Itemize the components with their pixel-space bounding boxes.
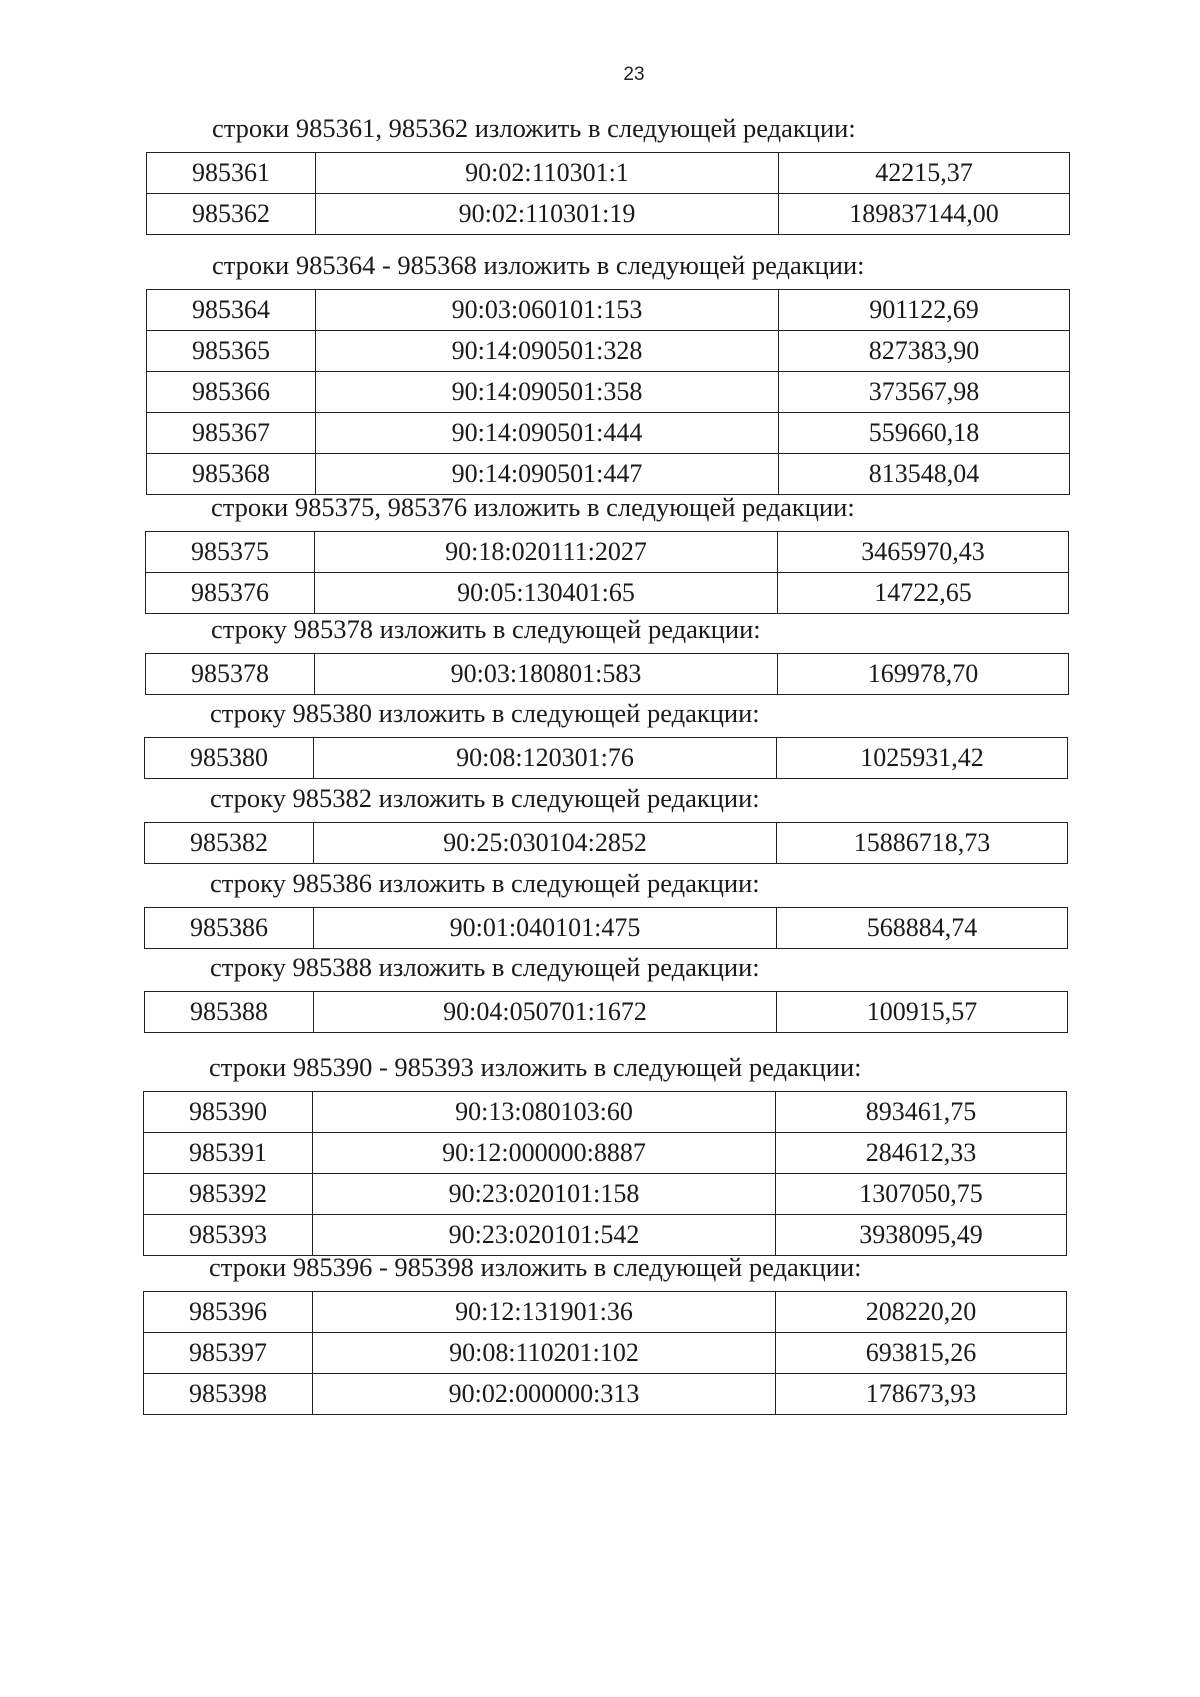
amendment-section (144, 782, 1068, 864)
value-cell: 169978,70 (778, 654, 1069, 695)
row-code-cell: 985362 (147, 194, 316, 235)
row-code-cell: 985364 (147, 290, 316, 331)
value-cell: 1025931,42 (777, 738, 1068, 779)
value-cell: 813548,04 (779, 454, 1070, 495)
amendment-section (146, 112, 1070, 235)
section-heading: строки 985364 - 985368 изложить в следующей редакции: (212, 250, 865, 280)
section-heading: строку 985386 изложить в следующей редакции: (210, 868, 760, 898)
row-code-cell: 985391 (144, 1133, 313, 1174)
amendment-table (143, 1091, 1067, 1256)
table-row (145, 823, 1068, 864)
cadastral-number-cell: 90:02:110301:19 (316, 194, 779, 235)
table-row (146, 654, 1069, 695)
cadastral-number-cell: 90:04:050701:1672 (314, 992, 777, 1033)
section-heading: строку 985378 изложить в следующей редакции: (211, 614, 761, 644)
cadastral-number-cell: 90:03:060101:153 (316, 290, 779, 331)
value-cell: 14722,65 (778, 573, 1069, 614)
table-row (147, 194, 1070, 235)
cadastral-number-cell: 90:02:110301:1 (316, 153, 779, 194)
table-row (146, 573, 1069, 614)
amendment-section (144, 697, 1068, 779)
table-row (144, 1092, 1067, 1133)
value-cell: 1307050,75 (776, 1174, 1067, 1215)
table-row (147, 413, 1070, 454)
row-code-cell: 985388 (145, 992, 314, 1033)
cadastral-number-cell: 90:14:090501:447 (316, 454, 779, 495)
value-cell: 208220,20 (776, 1292, 1067, 1333)
cadastral-number-cell: 90:23:020101:158 (313, 1174, 776, 1215)
table-row (145, 738, 1068, 779)
value-cell: 693815,26 (776, 1333, 1067, 1374)
section-heading: строку 985380 изложить в следующей редакции: (210, 698, 760, 728)
row-code-cell: 985382 (145, 823, 314, 864)
table-row (147, 372, 1070, 413)
amendment-section (144, 951, 1068, 1033)
amendment-table (144, 822, 1068, 864)
page-number: 23 (623, 64, 645, 85)
value-cell: 100915,57 (777, 992, 1068, 1033)
cadastral-number-cell: 90:08:120301:76 (314, 738, 777, 779)
row-code-cell: 985380 (145, 738, 314, 779)
cadastral-number-cell: 90:23:020101:542 (313, 1215, 776, 1256)
amendment-section (145, 613, 1069, 695)
amendment-section (145, 491, 1069, 614)
section-heading: строки 985396 - 985398 изложить в следующей редакции: (209, 1252, 862, 1282)
value-cell: 3938095,49 (776, 1215, 1067, 1256)
row-code-cell: 985361 (147, 153, 316, 194)
cadastral-number-cell: 90:14:090501:444 (316, 413, 779, 454)
amendment-table (146, 152, 1070, 235)
amendment-section (144, 867, 1068, 949)
row-code-cell: 985396 (144, 1292, 313, 1333)
table-row (146, 532, 1069, 573)
amendment-section (143, 1251, 1067, 1415)
row-code-cell: 985378 (146, 654, 315, 695)
table-row (147, 153, 1070, 194)
amendment-table (144, 991, 1068, 1033)
row-code-cell: 985386 (145, 908, 314, 949)
row-code-cell: 985365 (147, 331, 316, 372)
table-row (147, 290, 1070, 331)
row-code-cell: 985393 (144, 1215, 313, 1256)
row-code-cell: 985390 (144, 1092, 313, 1133)
value-cell: 42215,37 (779, 153, 1070, 194)
cadastral-number-cell: 90:02:000000:313 (313, 1374, 776, 1415)
value-cell: 901122,69 (779, 290, 1070, 331)
cadastral-number-cell: 90:01:040101:475 (314, 908, 777, 949)
section-heading: строки 985361, 985362 изложить в следующей редакции: (212, 113, 856, 143)
row-code-cell: 985366 (147, 372, 316, 413)
amendment-table (145, 653, 1069, 695)
table-row (145, 908, 1068, 949)
cadastral-number-cell: 90:14:090501:328 (316, 331, 779, 372)
row-code-cell: 985376 (146, 573, 315, 614)
amendment-table (144, 737, 1068, 779)
value-cell: 827383,90 (779, 331, 1070, 372)
table-row (147, 454, 1070, 495)
amendment-section (143, 1051, 1067, 1256)
row-code-cell: 985375 (146, 532, 315, 573)
value-cell: 189837144,00 (779, 194, 1070, 235)
table-row (145, 992, 1068, 1033)
section-heading: строку 985388 изложить в следующей редакции: (210, 952, 760, 982)
value-cell: 893461,75 (776, 1092, 1067, 1133)
row-code-cell: 985398 (144, 1374, 313, 1415)
section-heading: строку 985382 изложить в следующей редакции: (210, 783, 760, 813)
amendment-table (144, 907, 1068, 949)
table-row (144, 1333, 1067, 1374)
amendment-table (145, 531, 1069, 614)
row-code-cell: 985368 (147, 454, 316, 495)
cadastral-number-cell: 90:25:030104:2852 (314, 823, 777, 864)
amendment-table (146, 289, 1070, 495)
cadastral-number-cell: 90:08:110201:102 (313, 1333, 776, 1374)
value-cell: 178673,93 (776, 1374, 1067, 1415)
section-heading: строки 985375, 985376 изложить в следующей редакции: (211, 492, 855, 522)
cadastral-number-cell: 90:14:090501:358 (316, 372, 779, 413)
table-row (147, 331, 1070, 372)
value-cell: 568884,74 (777, 908, 1068, 949)
value-cell: 3465970,43 (778, 532, 1069, 573)
cadastral-number-cell: 90:03:180801:583 (315, 654, 778, 695)
cadastral-number-cell: 90:13:080103:60 (313, 1092, 776, 1133)
value-cell: 15886718,73 (777, 823, 1068, 864)
cadastral-number-cell: 90:12:000000:8887 (313, 1133, 776, 1174)
table-row (144, 1133, 1067, 1174)
row-code-cell: 985397 (144, 1333, 313, 1374)
table-row (144, 1292, 1067, 1333)
cadastral-number-cell: 90:12:131901:36 (313, 1292, 776, 1333)
value-cell: 559660,18 (779, 413, 1070, 454)
table-row (144, 1174, 1067, 1215)
table-row (144, 1374, 1067, 1415)
amendment-table (143, 1291, 1067, 1415)
value-cell: 373567,98 (779, 372, 1070, 413)
cadastral-number-cell: 90:18:020111:2027 (315, 532, 778, 573)
row-code-cell: 985392 (144, 1174, 313, 1215)
value-cell: 284612,33 (776, 1133, 1067, 1174)
cadastral-number-cell: 90:05:130401:65 (315, 573, 778, 614)
row-code-cell: 985367 (147, 413, 316, 454)
section-heading: строки 985390 - 985393 изложить в следующей редакции: (209, 1052, 862, 1082)
table-row (144, 1215, 1067, 1256)
amendment-section (146, 249, 1070, 495)
